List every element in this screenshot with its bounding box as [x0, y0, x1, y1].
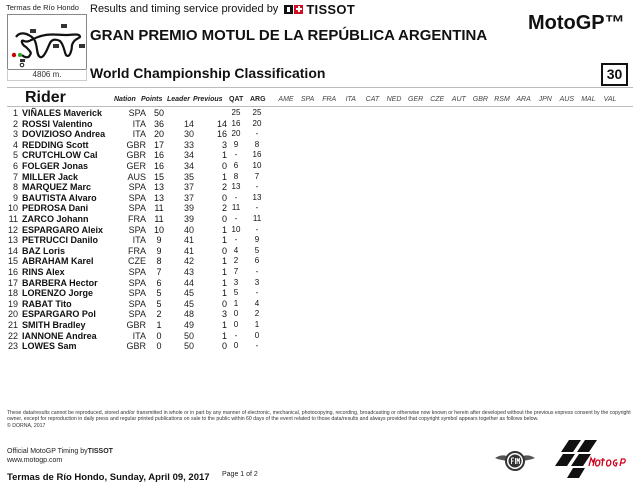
table-row [0, 182, 640, 193]
cell-arg: - [255, 267, 259, 276]
cell-points: 9 [156, 245, 162, 256]
cell-name: ZARCO Johann [22, 214, 89, 224]
cell-nation: AUS [127, 171, 146, 182]
cell-previous: 1 [221, 150, 227, 161]
cell-points: 2 [156, 309, 162, 320]
cell-qat: - [234, 192, 238, 202]
cell-nation: SPA [128, 267, 146, 277]
cell-arg: - [255, 288, 259, 298]
cell-nation: SPA [128, 108, 146, 118]
table-row [0, 140, 640, 151]
disclaimer [7, 410, 635, 429]
cell-leader: 43 [183, 267, 194, 277]
cell-previous: 0 [221, 298, 227, 309]
cell-pos: 2 [12, 118, 18, 129]
cell-leader: 41 [183, 235, 194, 246]
column-header-jpn: JPN [538, 96, 552, 103]
table-row [0, 309, 640, 320]
cell-previous: 0 [221, 192, 227, 203]
cell-pos: 22 [7, 330, 18, 341]
cell-nation: SPA [128, 224, 146, 235]
cell-qat: 0 [233, 320, 239, 329]
tissot-t-icon [284, 5, 293, 14]
table-row [0, 214, 640, 225]
table-row [0, 299, 640, 310]
document-number-badge: 30 [601, 63, 628, 86]
cell-leader: 33 [183, 139, 194, 150]
cell-name: RABAT Tito [22, 298, 72, 309]
cell-pos: 19 [7, 298, 18, 309]
copyright: © DORNA, 2017 [7, 422, 46, 429]
table-row [0, 331, 640, 342]
cell-arg: 5 [254, 245, 260, 255]
column-header-spa: SPA [300, 96, 315, 103]
table-row [0, 129, 640, 140]
cell-leader: 39 [183, 203, 194, 214]
cell-leader: 40 [183, 224, 194, 235]
document-title: World Championship Classification [90, 65, 326, 81]
column-header-fra: FRA [322, 96, 337, 103]
footer-date: Termas de Río Hondo, Sunday, April 09, 2017 [7, 472, 210, 483]
cell-arg: 3 [254, 277, 260, 287]
cell-points: 0 [156, 330, 162, 341]
cell-name: BAZ Loris [22, 245, 66, 256]
table-row [0, 288, 640, 299]
cell-nation: ITA [132, 118, 146, 129]
cell-qat: 20 [231, 129, 241, 139]
cell-leader: 30 [183, 129, 194, 140]
column-header-nation: Nation [114, 96, 136, 103]
circuit-map [7, 14, 87, 70]
cell-arg: 10 [252, 161, 262, 170]
cell-previous: 1 [221, 171, 227, 182]
column-header-ara: ARA [516, 96, 531, 103]
cell-leader: 48 [183, 309, 194, 320]
cell-leader: 50 [183, 330, 194, 341]
cell-name: PEDROSA Dani [22, 203, 89, 214]
cell-arg: 6 [254, 256, 260, 266]
header-divider-top [7, 87, 633, 88]
cell-arg: 2 [254, 309, 260, 319]
cell-pos: 16 [7, 267, 18, 277]
cell-arg: 11 [252, 214, 262, 223]
cell-arg: - [255, 129, 259, 139]
cell-leader: 37 [183, 192, 194, 203]
cell-points: 17 [153, 139, 164, 150]
cell-name: CRUTCHLOW Cal [22, 150, 98, 161]
cell-leader: 34 [183, 150, 194, 161]
series-title: MotoGP™ [528, 12, 625, 34]
table-row [0, 108, 640, 119]
cell-previous: 2 [221, 182, 227, 193]
column-header-ger: GER [408, 96, 424, 103]
cell-name: FOLGER Jonas [22, 161, 89, 171]
cell-points: 50 [153, 108, 164, 118]
cell-points: 36 [153, 118, 164, 129]
cell-arg: 0 [254, 330, 260, 340]
cell-points: 20 [153, 129, 164, 140]
cell-qat: 0 [233, 309, 239, 319]
cell-points: 6 [156, 277, 162, 288]
cell-name: ESPARGARO Aleix [22, 224, 104, 235]
official-timing-prefix: Official MotoGP Timing by [7, 448, 88, 455]
cell-name: IANNONE Andrea [22, 330, 97, 341]
cell-points: 7 [156, 267, 162, 277]
cell-nation: FRA [128, 245, 146, 256]
cell-previous: 3 [221, 309, 227, 320]
cell-points: 8 [156, 256, 162, 267]
motogp-logo [555, 438, 633, 480]
column-header-qat: QAT [229, 96, 244, 103]
table-row [0, 246, 640, 257]
cell-arg: 20 [252, 118, 262, 128]
cell-arg: - [255, 203, 259, 213]
cell-points: 1 [156, 320, 162, 330]
column-header-aus: AUS [559, 96, 574, 103]
cell-previous: 0 [221, 161, 227, 171]
table-row [0, 193, 640, 204]
cell-name: DOVIZIOSO Andrea [22, 129, 106, 140]
cell-points: 5 [156, 298, 162, 309]
cell-leader: 45 [183, 298, 194, 309]
cell-points: 13 [153, 192, 164, 203]
cell-pos: 13 [7, 235, 18, 246]
cell-pos: 1 [12, 108, 18, 118]
cell-nation: SPA [128, 288, 146, 299]
column-header-ame: AME [278, 96, 294, 103]
cell-pos: 8 [12, 182, 18, 193]
cell-qat: 5 [233, 288, 239, 298]
cell-previous: 1 [221, 235, 227, 246]
cell-leader: 34 [183, 161, 194, 171]
cell-nation: SPA [128, 192, 146, 203]
rider-column-header: Rider [25, 89, 66, 106]
cell-nation: GER [126, 161, 146, 171]
table-row [0, 172, 640, 183]
cell-nation: GBR [126, 139, 146, 150]
cell-pos: 7 [12, 171, 18, 182]
table-row [0, 256, 640, 267]
cell-previous: 1 [221, 330, 227, 341]
column-header-val: VAL [603, 96, 617, 103]
tissot-brand-text: TISSOT [306, 1, 356, 17]
cell-pos: 11 [8, 214, 18, 224]
cell-pos: 4 [12, 139, 18, 150]
cell-leader: 37 [183, 182, 194, 193]
cell-qat: 25 [231, 108, 241, 117]
cell-arg: 7 [254, 171, 260, 181]
cell-points: 11 [154, 214, 164, 224]
cell-arg: 25 [252, 108, 262, 117]
cell-leader: 42 [183, 256, 194, 267]
cell-nation: GBR [126, 320, 146, 330]
cell-pos: 14 [7, 245, 18, 256]
cell-nation: ITA [132, 129, 146, 140]
circuit-name: Termas de Río Hondo [6, 3, 79, 12]
cell-qat: 0 [233, 341, 239, 351]
cell-leader: 50 [183, 341, 194, 352]
table-row [0, 278, 640, 289]
page-number: Page 1 of 2 [222, 471, 258, 478]
cell-previous: 14 [216, 118, 227, 129]
cell-previous: 0 [221, 214, 227, 224]
cell-previous: 2 [221, 203, 227, 214]
cell-qat: 7 [233, 267, 239, 276]
cell-qat: 10 [231, 224, 241, 234]
cell-name: PETRUCCI Danilo [22, 235, 99, 246]
cell-nation: SPA [128, 309, 146, 320]
official-timing [7, 448, 113, 455]
cell-name: MARQUEZ Marc [22, 182, 92, 193]
cell-name: BARBERA Hector [22, 277, 98, 288]
cell-nation: ITA [132, 330, 146, 341]
motogp-logo-icon [555, 438, 633, 480]
cell-name: ABRAHAM Karel [22, 256, 94, 267]
cell-nation: GBR [126, 341, 146, 352]
cell-qat: - [234, 214, 238, 223]
table-row [0, 225, 640, 236]
column-header-ita: ITA [345, 96, 356, 103]
cell-qat: - [234, 150, 238, 160]
cell-points: 16 [153, 150, 164, 161]
table-row [0, 341, 640, 352]
column-header-points: Points [141, 96, 163, 103]
cell-points: 5 [156, 288, 162, 299]
cell-name: LORENZO Jorge [22, 288, 94, 299]
cell-qat: 13 [231, 182, 241, 192]
tissot-logo [284, 2, 355, 17]
cell-previous: 1 [221, 256, 227, 267]
cell-arg: 16 [252, 150, 262, 160]
cell-points: 13 [153, 182, 164, 193]
cell-pos: 12 [7, 224, 18, 235]
cell-nation: SPA [128, 182, 146, 193]
cell-leader: 39 [183, 214, 194, 224]
cell-name: REDDING Scott [22, 139, 89, 150]
table-row [0, 320, 640, 331]
cell-pos: 5 [12, 150, 18, 161]
cell-points: 9 [156, 235, 162, 246]
table-row [0, 150, 640, 161]
cell-pos: 3 [12, 129, 18, 140]
cell-pos: 10 [7, 203, 18, 214]
cell-previous: 1 [221, 277, 227, 288]
cell-arg: 1 [254, 320, 260, 329]
cell-pos: 21 [7, 320, 18, 330]
cell-qat: 11 [231, 203, 241, 213]
cell-leader: 44 [183, 277, 194, 288]
fim-logo [493, 448, 537, 474]
cell-leader: 35 [183, 171, 194, 182]
table-row [0, 119, 640, 130]
cell-pos: 17 [7, 277, 18, 288]
cell-pos: 15 [7, 256, 18, 267]
cell-name: ROSSI Valentino [22, 118, 93, 129]
cell-pos: 23 [7, 341, 18, 352]
cell-qat: 4 [233, 245, 239, 255]
table-row [0, 267, 640, 278]
cell-qat: 8 [233, 171, 239, 181]
cell-previous: 1 [221, 267, 227, 277]
header-divider-bottom [7, 106, 633, 107]
cell-leader: 45 [183, 288, 194, 299]
circuit-map-icon [8, 15, 86, 69]
cell-qat: 16 [231, 118, 241, 128]
cell-qat: 3 [233, 277, 239, 287]
cell-previous: 0 [221, 245, 227, 256]
column-header-ned: NED [386, 96, 402, 103]
timing-provider-text: Results and timing service provided by [90, 3, 279, 15]
cell-qat: 6 [233, 161, 239, 170]
timing-provider [90, 2, 355, 16]
cell-points: 0 [156, 341, 162, 352]
cell-name: BAUTISTA Alvaro [22, 192, 97, 203]
cell-nation: CZE [128, 256, 146, 267]
cell-qat: 1 [233, 298, 239, 308]
cell-pos: 18 [7, 288, 18, 299]
cell-previous: 1 [221, 320, 227, 330]
cell-pos: 9 [12, 192, 18, 203]
cell-nation: SPA [128, 203, 146, 214]
cell-name: RINS Alex [22, 267, 65, 277]
cell-points: 16 [153, 161, 164, 171]
cell-nation: ITA [132, 235, 146, 246]
cell-arg: 13 [252, 192, 262, 202]
cell-previous: 0 [221, 341, 227, 352]
cell-name: LOWES Sam [22, 341, 77, 352]
cell-pos: 20 [7, 309, 18, 320]
cell-previous: 3 [221, 139, 227, 150]
circuit-length: 4806 m. [7, 69, 87, 81]
column-header-rsm: RSM [494, 96, 510, 103]
column-header-mal: MAL [581, 96, 596, 103]
cell-arg: 4 [254, 298, 260, 308]
cell-previous: 1 [221, 288, 227, 299]
column-header-arg: ARG [250, 96, 266, 103]
cell-arg: 9 [254, 235, 260, 245]
cell-name: VIÑALES Maverick [22, 108, 103, 118]
swiss-cross-icon [294, 5, 303, 14]
cell-arg: - [255, 341, 259, 351]
column-header-cze: CZE [430, 96, 445, 103]
column-header-aut: AUT [451, 96, 466, 103]
cell-name: ESPARGARO Pol [22, 309, 96, 320]
official-timing-brand: TISSOT [87, 448, 113, 455]
cell-name: SMITH Bradley [22, 320, 86, 330]
cell-qat: 2 [233, 256, 239, 266]
column-header-previous: Previous [193, 96, 223, 103]
disclaimer-text: These data/results cannot be reproduced, stored and/or transmitted in whole or in part by any manner of electronic, mechanical, photocopying, recording, broadcasting or otherwise now known or herein after developed without the previous express consent by the copyright owner, except for reproduction in daily press and regular printed publications on sale to the public within 60 days of the event related to those data/results and always provided that copyright symbol appears together as follows below. [7, 410, 631, 423]
fim-logo-icon [493, 448, 537, 474]
cell-qat: 9 [233, 139, 239, 149]
cell-leader: 14 [183, 118, 194, 129]
column-header-gbr: GBR [472, 96, 488, 103]
cell-previous: 16 [216, 129, 227, 140]
cell-name: MILLER Jack [22, 171, 79, 182]
table-row [0, 203, 640, 214]
table-row [0, 235, 640, 246]
cell-arg: - [255, 182, 259, 192]
cell-leader: 49 [183, 320, 194, 330]
cell-points: 15 [153, 171, 164, 182]
cell-leader: 41 [183, 245, 194, 256]
website-link[interactable]: www.motogp.com [7, 457, 63, 464]
event-title: GRAN PREMIO MOTUL DE LA REPÚBLICA ARGENTINA [90, 27, 488, 44]
cell-points: 11 [154, 203, 164, 214]
column-header-leader: Leader [167, 96, 190, 103]
cell-points: 10 [153, 224, 164, 235]
cell-qat: - [234, 330, 238, 340]
cell-previous: 1 [221, 224, 227, 235]
cell-arg: - [255, 224, 259, 234]
cell-qat: - [234, 235, 238, 245]
cell-nation: SPA [128, 277, 146, 288]
table-row [0, 161, 640, 172]
cell-nation: FRA [128, 214, 146, 224]
cell-arg: 8 [254, 139, 260, 149]
column-header-cat: CAT [365, 96, 380, 103]
cell-pos: 6 [12, 161, 18, 171]
cell-nation: GBR [126, 150, 146, 161]
cell-nation: SPA [128, 298, 146, 309]
